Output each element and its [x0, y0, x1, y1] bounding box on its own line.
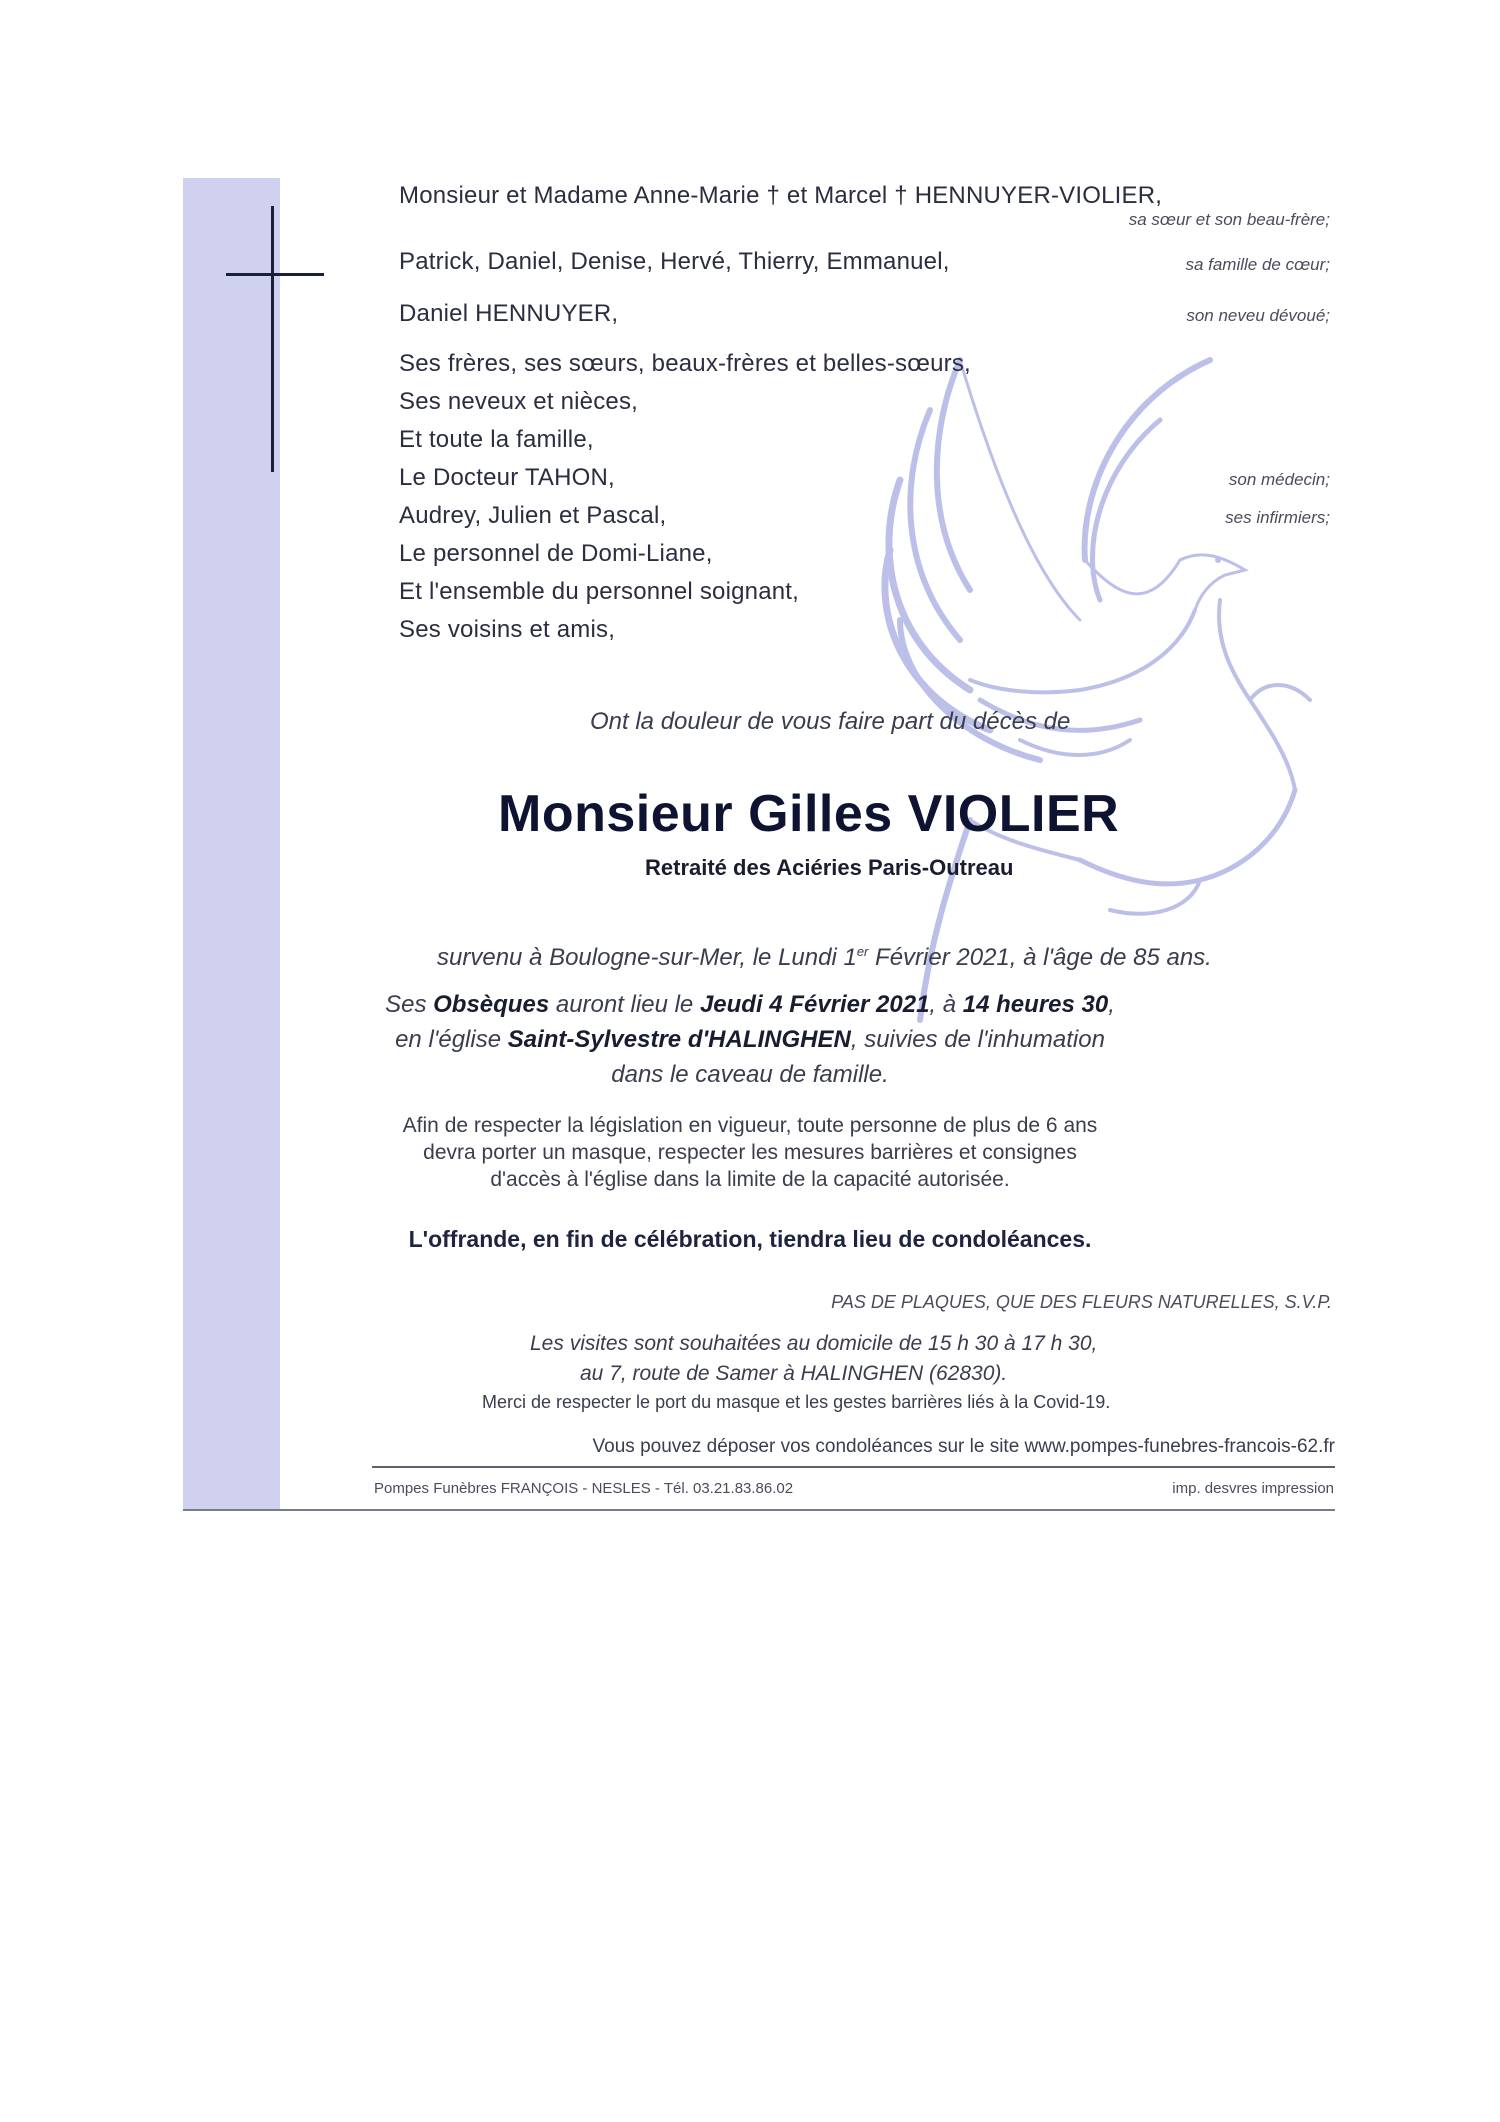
dove-watermark-icon	[820, 320, 1340, 1040]
family-line: Patrick, Daniel, Denise, Hervé, Thierry, Emmanuel,	[399, 248, 950, 275]
family-line: Ses neveux et nièces,	[399, 388, 639, 415]
death-info: survenu à Boulogne-sur-Mer, le Lundi 1er Février 2021, à l'âge de 85 ans.	[437, 944, 1212, 971]
family-line: Le Docteur TAHON,	[399, 464, 615, 491]
printer-credit: imp. desvres impression	[1172, 1480, 1334, 1497]
relation-label: son neveu dévoué;	[1186, 306, 1330, 325]
family-line: Ses frères, ses sœurs, beaux-frères et belles-sœurs,	[399, 350, 971, 377]
visits-line: Les visites sont souhaitées au domicile de 15 h 30 à 17 h 30,	[530, 1332, 1098, 1355]
funeral-home-contact: Pompes Funèbres FRANÇOIS - NESLES - Tél. 03.21.83.86.02	[374, 1480, 794, 1497]
relation-label: ses infirmiers;	[1225, 508, 1330, 527]
deceased-title: Retraité des Aciéries Paris-Outreau	[645, 855, 1014, 880]
family-line: Et toute la famille,	[399, 426, 594, 453]
footer-divider	[372, 1466, 1335, 1468]
bottom-border	[183, 1509, 1335, 1511]
covid-notice-line: devra porter un masque, respecter les mesures barrières et consignes	[423, 1141, 1077, 1164]
relation-label: sa sœur et son beau-frère;	[1128, 210, 1330, 229]
lavender-side-band	[183, 178, 280, 1510]
visits-address: au 7, route de Samer à HALINGHEN (62830).	[580, 1362, 1008, 1385]
relation-label: son médecin;	[1228, 470, 1330, 489]
funeral-line-1: Ses Obsèques auront lieu le Jeudi 4 Février 2021, à 14 heures 30,	[385, 991, 1115, 1018]
covid-notice-line: Afin de respecter la législation en vigueur, toute personne de plus de 6 ans	[402, 1114, 1098, 1137]
flowers-notice: PAS DE PLAQUES, QUE DES FLEURS NATURELLES, S.V.P.	[831, 1292, 1332, 1312]
relation-label: sa famille de cœur;	[1185, 255, 1330, 274]
condolences-website[interactable]: Vous pouvez déposer vos condoléances sur le site www.pompes-funebres-francois-62.fr	[592, 1436, 1335, 1457]
cross-icon-horizontal	[226, 273, 324, 276]
funeral-line-2: en l'église Saint-Sylvestre d'HALINGHEN, suivies de l'inhumation	[395, 1026, 1105, 1053]
mask-reminder: Merci de respecter le port du masque et les gestes barrières liés à la Covid-19.	[482, 1392, 1111, 1412]
deceased-name: Monsieur Gilles VIOLIER	[498, 785, 1120, 843]
intro-text: Ont la douleur de vous faire part du décès de	[590, 708, 1071, 735]
offering-notice: L'offrande, en fin de célébration, tiendra lieu de condoléances.	[408, 1226, 1092, 1252]
covid-notice-line: d'accès à l'église dans la limite de la capacité autorisée.	[490, 1168, 1010, 1191]
family-line: Ses voisins et amis,	[399, 616, 616, 643]
family-line: Audrey, Julien et Pascal,	[399, 502, 667, 529]
family-line: Monsieur et Madame Anne-Marie † et Marcel † HENNUYER-VIOLIER,	[399, 182, 1163, 209]
family-line: Daniel HENNUYER,	[399, 300, 619, 327]
funeral-line-3: dans le caveau de famille.	[611, 1061, 889, 1088]
cross-icon-vertical	[271, 206, 274, 472]
family-line: Et l'ensemble du personnel soignant,	[399, 578, 800, 605]
family-line: Le personnel de Domi-Liane,	[399, 540, 713, 567]
